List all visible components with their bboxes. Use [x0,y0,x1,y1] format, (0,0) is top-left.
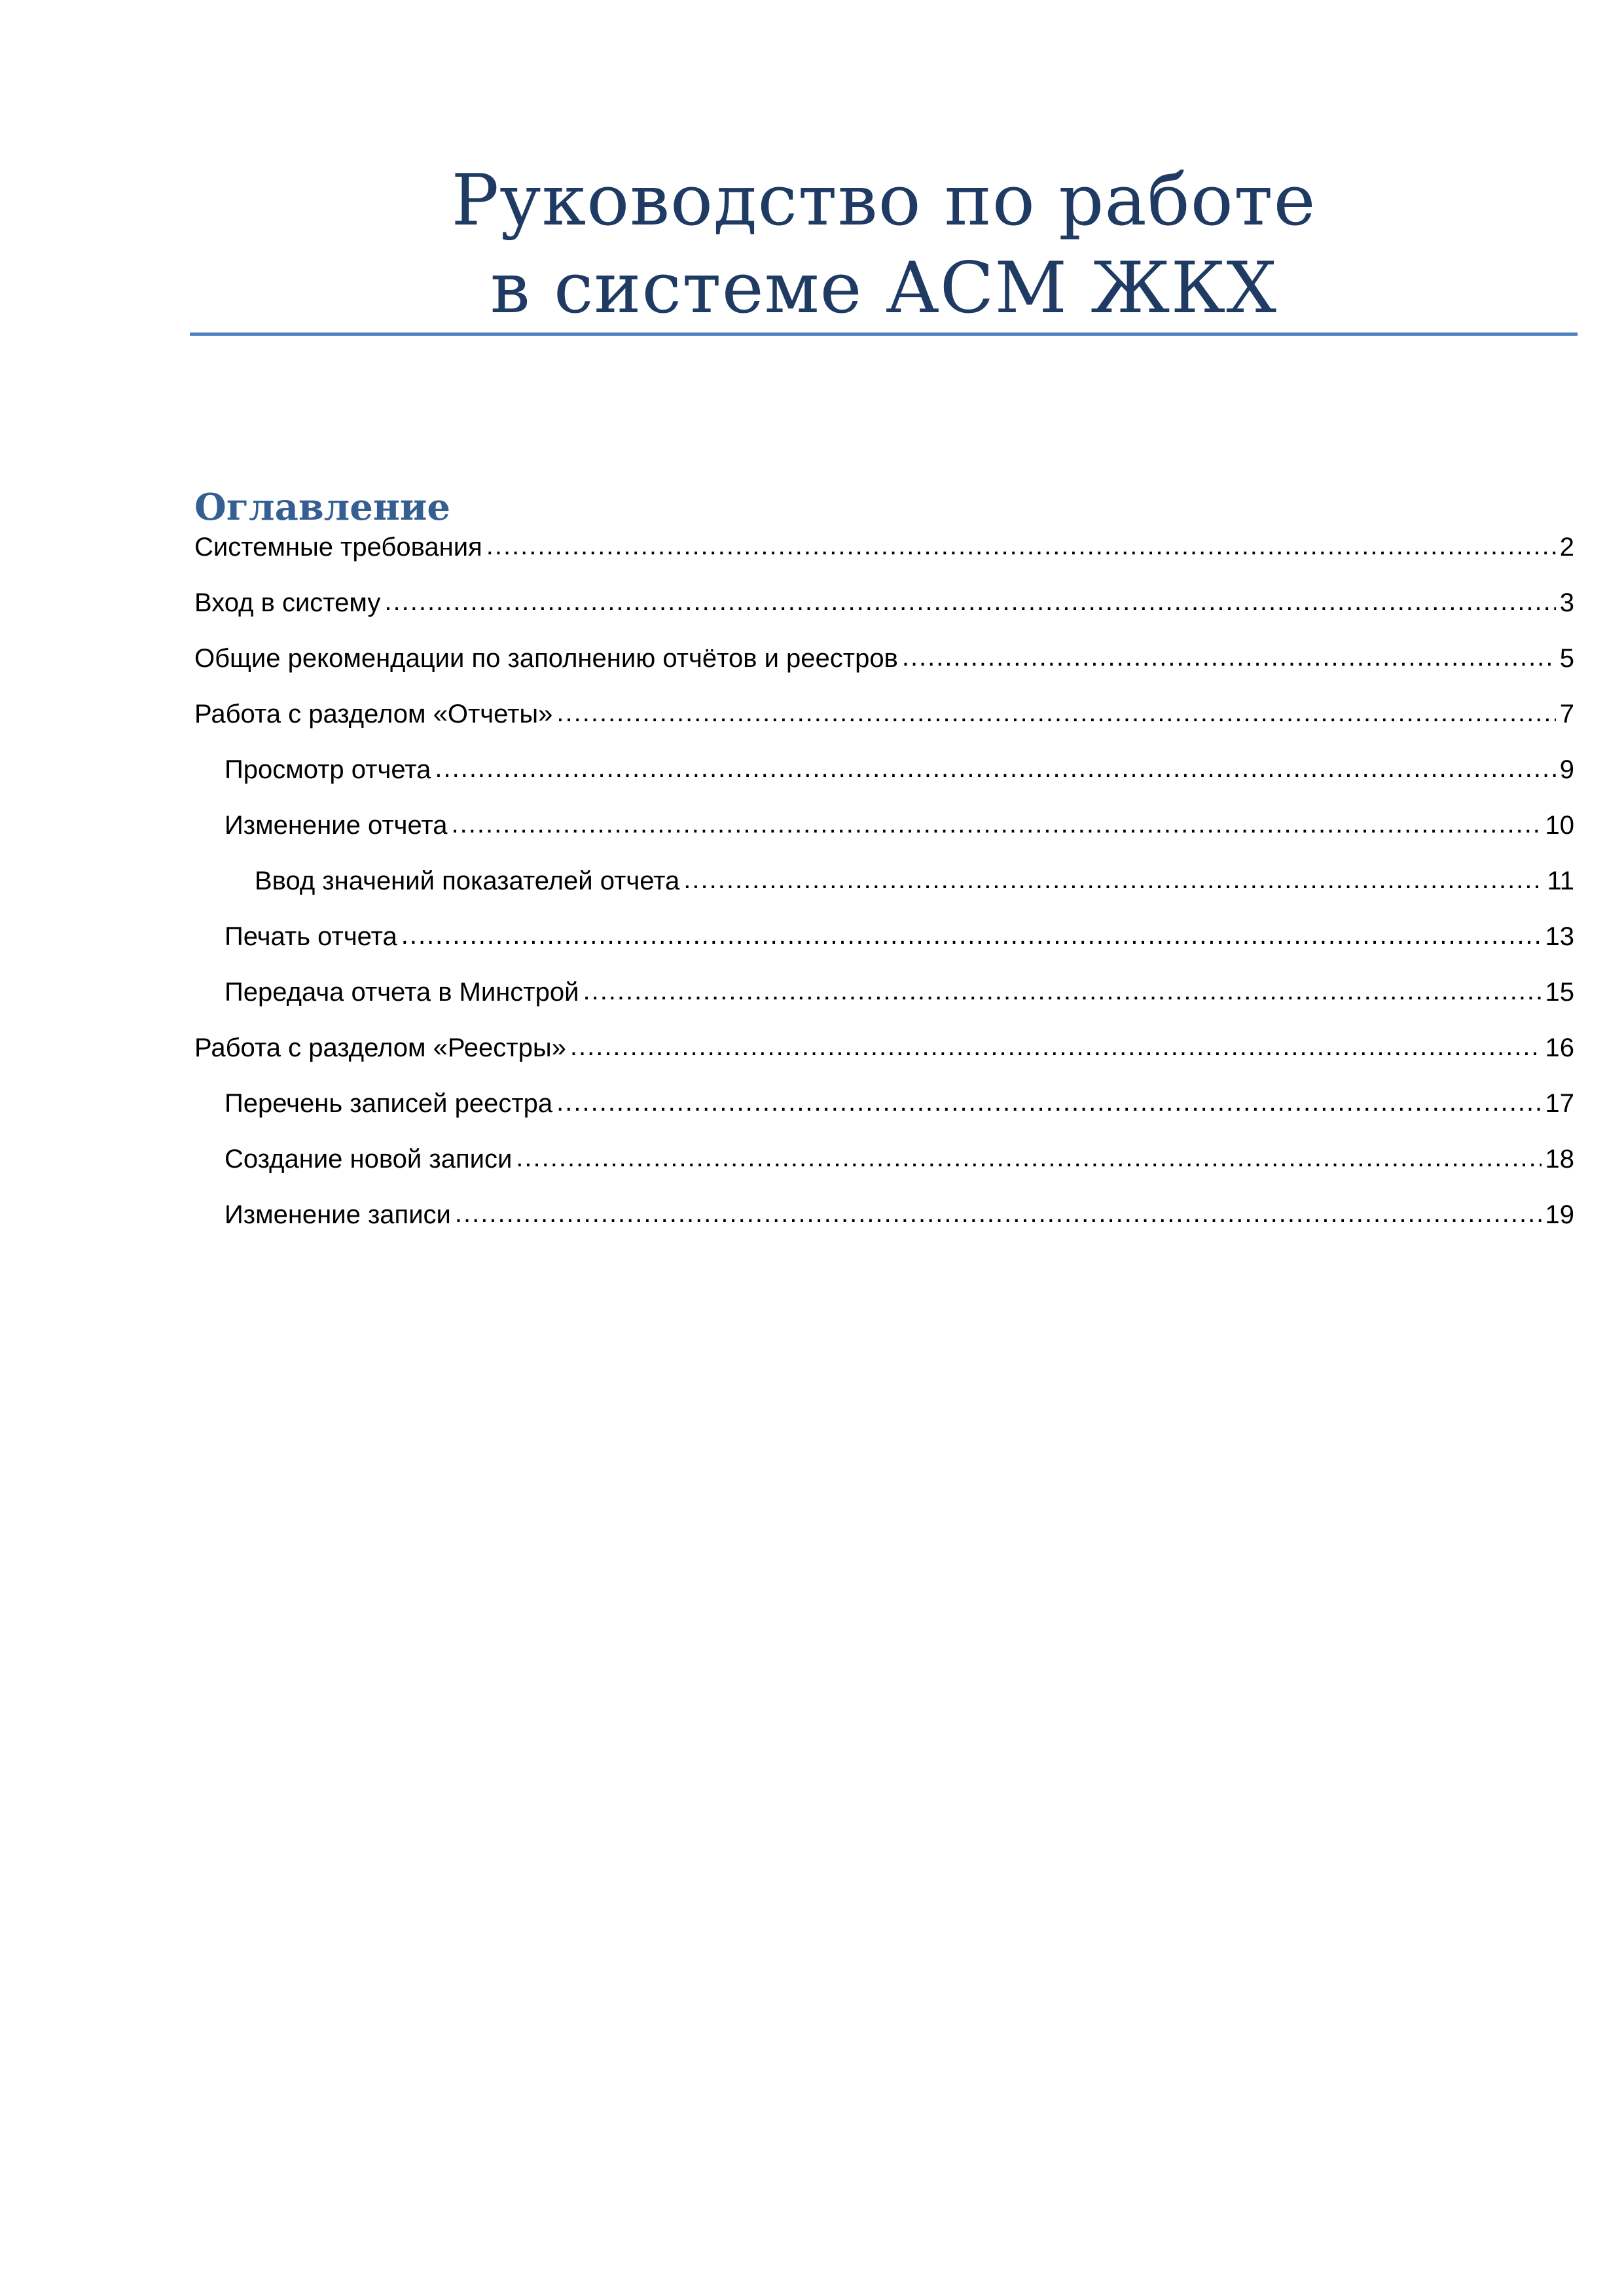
title-divider [190,332,1578,336]
toc-entry-label: Ввод значений показателей отчета [255,867,680,895]
toc-leader-dots [683,860,1543,899]
toc-entry-label: Просмотр отчета [225,755,431,784]
toc-entry-label: Перечень записей реестра [225,1089,553,1118]
toc-heading: Оглавление [194,486,451,529]
toc-entry[interactable] [194,583,1574,622]
toc-entry[interactable] [194,750,1574,789]
toc-entry-label: Изменение записи [225,1200,451,1229]
toc-entry-page: 15 [1545,978,1574,1007]
toc-entry-label: Создание новой записи [225,1145,513,1174]
toc-entry-label: Изменение отчета [225,811,448,840]
toc-entry-label: Печать отчета [225,922,397,951]
toc-entry-page: 10 [1545,811,1574,840]
toc-entry-page: 5 [1559,644,1574,673]
document-title-line-1: Руководство по работе [451,160,1316,242]
toc-entry-label: Вход в систему [194,588,381,617]
toc-entry[interactable] [194,1028,1574,1067]
toc-entry-page: 3 [1559,588,1574,617]
toc-entry[interactable] [194,1139,1574,1179]
document-title-line-2: в системе АСМ ЖКХ [490,247,1278,329]
toc-entry-label: Работа с разделом «Реестры» [194,1033,566,1062]
toc-entry[interactable] [194,1195,1574,1234]
toc-entry[interactable] [194,1084,1574,1123]
toc-leader-dots [486,526,1556,565]
toc-entry[interactable] [194,639,1574,678]
toc-entry-page: 2 [1559,533,1574,562]
toc-entry-label: Работа с разделом «Отчеты» [194,700,553,728]
toc-entry[interactable] [194,694,1574,734]
toc-entry-label: Системные требования [194,533,482,562]
document-title [190,157,1578,332]
toc-leader-dots [435,749,1555,788]
toc-entry-page: 18 [1545,1145,1574,1174]
toc-entry-page: 7 [1559,700,1574,728]
toc-leader-dots [556,1083,1541,1122]
toc-entry[interactable] [194,861,1574,901]
toc-leader-dots [401,916,1542,955]
toc-entry-page: 17 [1545,1089,1574,1118]
toc-leader-dots [516,1138,1541,1177]
toc-entry-page: 13 [1545,922,1574,951]
toc-entry-page: 11 [1547,867,1574,895]
toc-entry-label: Общие рекомендации по заполнению отчётов и реестров [194,644,898,673]
toc-entry-label: Передача отчета в Минстрой [225,978,579,1007]
toc-leader-dots [452,804,1542,844]
toc-leader-dots [902,637,1556,677]
toc-entry[interactable] [194,806,1574,845]
toc-entry-page: 16 [1545,1033,1574,1062]
toc-entry-page: 19 [1545,1200,1574,1229]
toc-leader-dots [384,582,1555,621]
toc-entry[interactable] [194,528,1574,567]
toc-leader-dots [570,1027,1542,1066]
toc-entry-page: 9 [1559,755,1574,784]
toc-leader-dots [455,1194,1542,1233]
toc-entry[interactable] [194,917,1574,956]
toc-entry[interactable] [194,973,1574,1012]
toc-leader-dots [583,971,1541,1011]
toc-leader-dots [556,693,1555,732]
